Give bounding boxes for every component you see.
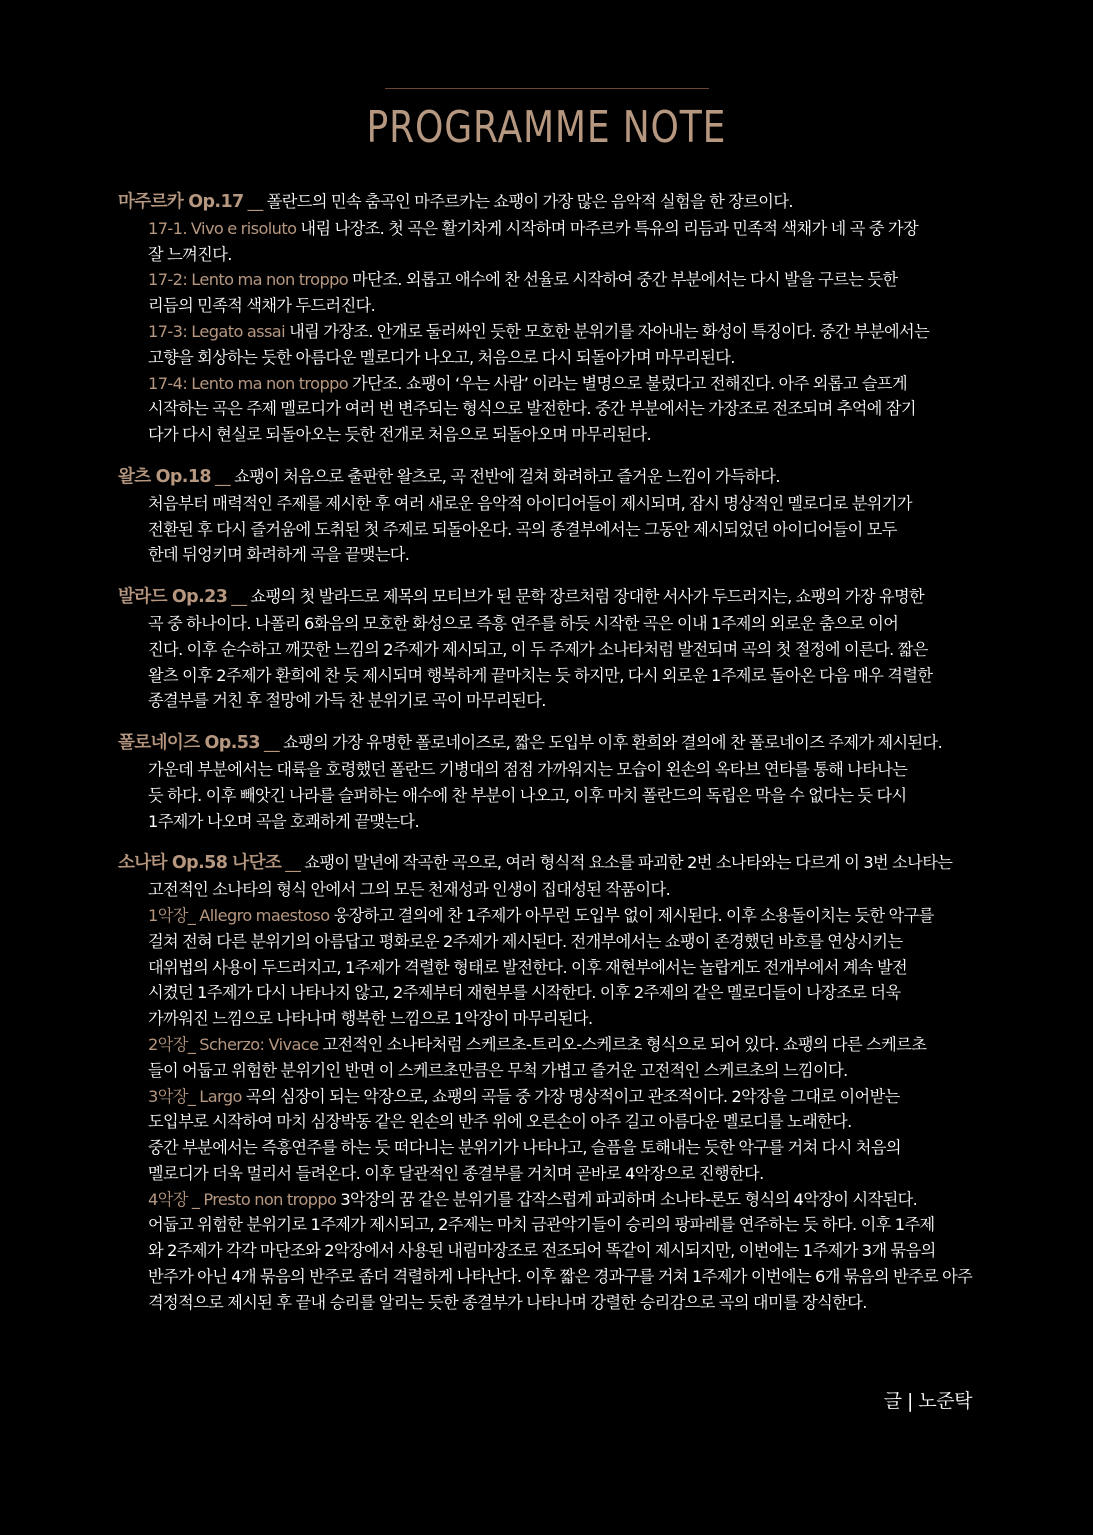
line-text: 진다. 이후 순수하고 깨끗한 느낌의 2주제가 제시되고, 이 두 주제가 소나타처럼 발전되며 곡의 첫 절정에 이른다. 짧은 [148, 639, 928, 659]
line-text: 다가 다시 현실로 되돌아오는 듯한 전개로 처음으로 되돌아오며 마무리된다. [148, 425, 652, 445]
paragraph-line [118, 980, 978, 1006]
line-text: 멜로디가 더욱 멀리서 들려온다. 이후 달관적인 종결부를 거치며 곧바로 4악장으로 진행한다. [148, 1163, 764, 1183]
paragraph-line [118, 1264, 978, 1290]
line-text: 웅장하고 결의에 찬 1주제가 아무런 도입부 없이 제시된다. 이후 소용돌이치는 듯한 악구를 [329, 905, 934, 925]
paragraph-line [118, 757, 978, 783]
paragraph-line [118, 1109, 978, 1135]
author-credit: 글 | 노준탁 [883, 1390, 972, 1412]
paragraph-line [118, 1032, 978, 1058]
paragraph-line [118, 809, 978, 835]
paragraph-line [118, 1006, 978, 1032]
movement-label: 17-3: Legato assai [148, 321, 286, 341]
line-text: 내림 나장조. 첫 곡은 활기차게 시작하며 마주르카 특유의 리듬과 민족적 색채가 네 곡 중 가장 [296, 218, 918, 238]
paragraph-line [118, 491, 978, 517]
page-title: PROGRAMME NOTE [366, 102, 727, 153]
line-text: 종결부를 거친 후 절망에 가득 찬 분위기로 곡이 마무리된다. [148, 691, 546, 711]
paragraph-line [118, 1238, 978, 1264]
movement-label: 4악장 _ Presto non troppo [148, 1189, 337, 1209]
note-section [118, 850, 978, 1315]
line-text: 도입부로 시작하여 마치 심장박동 같은 왼손의 반주 위에 오른손이 아주 길고 아름다운 멜로디를 노래한다. [148, 1112, 852, 1132]
line-text: 1주제가 나오며 곡을 호쾌하게 끝맺는다. [148, 811, 420, 831]
paragraph-line [118, 345, 978, 371]
line-text: 가단조. 쇼팽이 ‘우는 사람’ 이라는 별명으로 불렀다고 전해진다. 아주 외롭고 슬프게 [348, 373, 908, 393]
section-intro: 쇼팽의 가장 유명한 폴로네이즈로, 짧은 도입부 이후 환희와 결의에 찬 폴로네이즈 주제가 제시된다. [283, 733, 943, 753]
paragraph-line [118, 1084, 978, 1110]
line-text: 시켰던 1주제가 다시 나타나지 않고, 2주제부터 재현부를 시작한다. 이후 2주제의 같은 멜로디들이 나장조로 더욱 [148, 983, 901, 1003]
paragraph-line [118, 542, 978, 568]
paragraph-line [118, 611, 978, 637]
section-intro: 쇼팽이 말년에 작곡한 곡으로, 여러 형식적 요소를 파괴한 2번 소나타와는 다르게 이 3번 소나타는 [304, 853, 953, 873]
section-heading-line [118, 730, 978, 757]
line-text: 고전적인 소나타처럼 스케르초-트리오-스케르초 형식으로 되어 있다. 쇼팽의 다른 스케르초 [318, 1034, 927, 1054]
line-text: 고향을 회상하는 듯한 아름다운 멜로디가 나오고, 처음으로 다시 되돌아가며 마무리된다. [148, 347, 735, 367]
paragraph-line [118, 371, 978, 397]
line-text: 들이 어둡고 위험한 분위기인 반면 이 스케르초만큼은 무척 가볍고 즐거운 고전적인 스케르초의 느낌이다. [148, 1060, 848, 1080]
section-heading: 발라드 Op.23 [118, 587, 228, 608]
paragraph-line [118, 663, 978, 689]
paragraph-line [118, 929, 978, 955]
heading-dash: __ [285, 853, 301, 873]
paragraph-line [118, 688, 978, 714]
line-text: 듯 하다. 이후 빼앗긴 나라를 슬퍼하는 애수에 찬 부분이 나오고, 이후 마치 폴란드의 독립은 막을 수 없다는 듯 다시 [148, 785, 907, 805]
paragraph-line [118, 1058, 978, 1084]
paragraph-line [118, 1135, 978, 1161]
heading-dash: __ [247, 192, 263, 211]
heading-dash: __ [215, 466, 231, 486]
line-text: 격정적으로 제시된 후 끝내 승리를 알리는 듯한 종결부가 나타나며 강렬한 승리감으로 곡의 대미를 장식한다. [148, 1292, 867, 1312]
line-text: 전환된 후 다시 즐거움에 도취된 첫 주제로 되돌아온다. 곡의 종결부에서는 그동안 제시되었던 아이디어들이 모두 [148, 519, 897, 539]
note-section [118, 730, 978, 834]
line-text: 왈츠 이후 2주제가 환희에 찬 듯 제시되며 행복하게 끝마치는 듯 하지만, 다시 외로운 1주제로 돌아온 다음 매우 격렬한 [148, 665, 933, 685]
paragraph-line [118, 877, 978, 903]
paragraph-line [118, 1290, 978, 1316]
paragraph-line [118, 422, 978, 448]
section-heading-line [118, 584, 978, 611]
paragraph-line [118, 396, 978, 422]
movement-label: 17-1. Vivo e risoluto [148, 218, 297, 238]
line-text: 처음부터 매력적인 주제를 제시한 후 여러 새로운 음악적 아이디어들이 제시되며, 잠시 명상적인 멜로디로 분위기가 [148, 493, 912, 513]
section-heading: 마주르카 Op.17 [118, 192, 244, 212]
line-text: 와 2주제가 각각 마단조와 2악장에서 사용된 내림마장조로 전조되어 똑같이 제시되지만, 이번에는 1주제가 3개 묶음의 [148, 1241, 936, 1261]
note-section [118, 464, 978, 568]
paragraph-line [118, 1187, 978, 1213]
line-text: 고전적인 소나타의 형식 안에서 그의 모든 천재성과 인생이 집대성된 작품이다. [148, 880, 671, 900]
paragraph-line [118, 1161, 978, 1187]
line-text: 곡 중 하나이다. 나폴리 6화음의 모호한 화성으로 즉흥 연주를 하듯 시작한 곡은 이내 1주제의 외로운 춤으로 이어 [148, 613, 899, 633]
line-text: 내림 가장조. 안개로 둘러싸인 듯한 모호한 분위기를 자아내는 화성이 특징이다. 중간 부분에서는 [285, 321, 930, 341]
line-text: 어둡고 위험한 분위기로 1주제가 제시되고, 2주제는 마치 금관악기들이 승리의 팡파레를 연주하는 듯 하다. 이후 1주제 [148, 1215, 935, 1235]
line-text: 시작하는 곡은 주제 멜로디가 여러 번 변주되는 형식으로 발전한다. 중간 부분에서는 가장조로 전조되며 추억에 잠기 [148, 399, 916, 419]
paragraph-line [118, 783, 978, 809]
movement-label: 2악장_ Scherzo: Vivace [148, 1034, 319, 1054]
line-text: 3악장의 꿈 같은 분위기를 갑작스럽게 파괴하며 소나타-론도 형식의 4악장이 시작된다. [336, 1189, 918, 1209]
section-heading: 소나타 Op.58 나단조 [118, 853, 282, 874]
line-text: 반주가 아닌 4개 묶음의 반주로 좀더 격렬하게 나타난다. 이후 짧은 경과구를 거쳐 1주제가 이번에는 6개 묶음의 반주로 아주 [148, 1267, 973, 1287]
section-heading: 왈츠 Op.18 [118, 466, 212, 487]
section-intro: 폴란드의 민속 춤곡인 마주르카는 쇼팽이 가장 많은 음악적 실험을 한 장르이다. [266, 192, 793, 211]
paragraph-line [118, 517, 978, 543]
note-section [118, 584, 978, 714]
title-rule [385, 88, 709, 89]
section-heading: 폴로네이즈 Op.53 [118, 733, 260, 754]
movement-label: 17-2: Lento ma non troppo [148, 270, 349, 290]
section-heading-line [118, 464, 978, 491]
line-text: 걸쳐 전혀 다른 분위기의 아름답고 평화로운 2주제가 제시된다. 전개부에서는 쇼팽이 존경했던 바흐를 연상시키는 [148, 931, 903, 951]
paragraph-line [118, 242, 978, 268]
paragraph-line [118, 637, 978, 663]
section-intro: 쇼팽의 첫 발라드로 제목의 모티브가 된 문학 장르처럼 장대한 서사가 두드러지는, 쇼팽의 가장 유명한 [250, 587, 925, 607]
paragraph-line [118, 216, 978, 242]
line-text: 한데 뒤엉키며 화려하게 곡을 끝맺는다. [148, 545, 410, 565]
programme-note-body [118, 189, 978, 1332]
paragraph-line [118, 903, 978, 929]
section-heading-line [118, 850, 978, 877]
movement-label: 1악장_ Allegro maestoso [148, 905, 330, 925]
line-text: 마단조. 외롭고 애수에 찬 선율로 시작하여 중간 부분에서는 다시 발을 구르는 듯한 [348, 270, 898, 290]
movement-label: 3악장_ Largo [148, 1086, 242, 1106]
movement-label: 17-4: Lento ma non troppo [148, 373, 349, 393]
paragraph-line [118, 267, 978, 293]
line-text: 곡의 심장이 되는 악장으로, 쇼팽의 곡들 중 가장 명상적이고 관조적이다. 2악장을 그대로 이어받는 [241, 1086, 900, 1106]
note-section [118, 189, 978, 448]
line-text: 대위법의 사용이 두드러지고, 1주제가 격렬한 형태로 발전한다. 이후 재현부에서는 놀랍게도 전개부에서 계속 발전 [148, 957, 908, 977]
line-text: 잘 느껴진다. [148, 244, 232, 264]
paragraph-line [118, 955, 978, 981]
section-intro: 쇼팽이 처음으로 출판한 왈츠로, 곡 전반에 걸쳐 화려하고 즐거운 느낌이 가득하다. [234, 466, 780, 486]
heading-dash: __ [263, 733, 279, 753]
line-text: 리듬의 민족적 색채가 두드러진다. [148, 296, 376, 316]
line-text: 중간 부분에서는 즉흥연주를 하는 듯 떠다니는 분위기가 나타나고, 슬픔을 토해내는 듯한 악구를 거쳐 다시 처음의 [148, 1138, 901, 1158]
section-heading-line [118, 189, 978, 216]
line-text: 가운데 부분에서는 대륙을 호령했던 폴란드 기병대의 점점 가까워지는 모습이 왼손의 옥타브 연타를 통해 나타나는 [148, 759, 908, 779]
paragraph-line [118, 319, 978, 345]
paragraph-line [118, 293, 978, 319]
heading-dash: __ [231, 587, 247, 607]
line-text: 가까워진 느낌으로 나타나며 행복한 느낌으로 1악장이 마무리된다. [148, 1009, 593, 1029]
paragraph-line [118, 1212, 978, 1238]
